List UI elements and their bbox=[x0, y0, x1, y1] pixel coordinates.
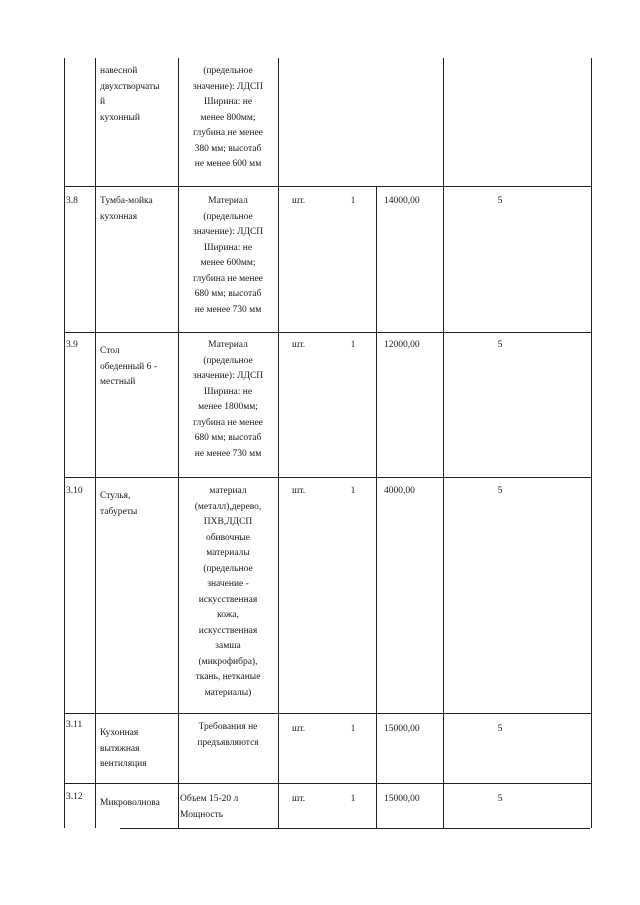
row-number: 3.10 bbox=[66, 486, 83, 496]
row-name: навесной двухстворчаты й кухонный bbox=[100, 66, 160, 123]
column-divider bbox=[443, 58, 444, 828]
row-quantity: 1 bbox=[350, 724, 356, 734]
row-count: 5 bbox=[497, 794, 503, 804]
row-description: (предельное значение): ЛДСП Ширина: не менее 800мм; глубина не менее 380 мм; высотаб не менее 600 мм bbox=[192, 66, 264, 169]
column-divider bbox=[278, 58, 279, 828]
row-number: 3.11 bbox=[66, 720, 83, 730]
row-price: 4000,00 bbox=[384, 486, 415, 496]
column-divider bbox=[376, 186, 377, 828]
row-unit: шт. bbox=[292, 340, 306, 350]
row-divider bbox=[64, 713, 592, 714]
row-quantity: 1 bbox=[350, 340, 356, 350]
row-count: 5 bbox=[497, 196, 503, 206]
table-right-border bbox=[591, 58, 592, 828]
row-name: Стол обеденный 6 - местный bbox=[100, 346, 157, 387]
row-number: 3.12 bbox=[66, 792, 83, 802]
row-unit: шт. bbox=[292, 724, 306, 734]
row-divider bbox=[64, 332, 592, 333]
row-name: Стулья, табуреты bbox=[100, 491, 138, 517]
row-divider bbox=[64, 186, 592, 187]
row-description: материал (металл),дерево, ПХВ,ЛДСП обивочные материалы (предельное значение - искусственная кожа, искусственная замша (микрофибра), ткань, нетканые материалы) bbox=[194, 486, 262, 698]
column-divider bbox=[178, 58, 179, 828]
row-count: 5 bbox=[497, 486, 503, 496]
row-divider bbox=[64, 477, 592, 478]
row-name: Кухонная вытяжная вентиляция bbox=[100, 728, 147, 769]
table-bottom-border bbox=[120, 828, 590, 829]
row-name: Микроволнова bbox=[100, 798, 160, 808]
row-quantity: 1 bbox=[350, 196, 356, 206]
row-description: Материал (предельное значение): ЛДСП Ширина: не менее 1800мм; глубина не менее 680 мм; высотаб не менее 730 мм bbox=[192, 340, 264, 459]
row-divider bbox=[64, 783, 592, 784]
row-description: Объем 15-20 л Мощность bbox=[180, 794, 239, 820]
row-unit: шт. bbox=[292, 486, 306, 496]
row-price: 15000,00 bbox=[384, 794, 420, 804]
row-count: 5 bbox=[497, 724, 503, 734]
row-description: Материал (предельное значение): ЛДСП Ширина: не менее 600мм; глубина не менее 680 мм; высотаб не менее 730 мм bbox=[192, 196, 264, 315]
row-quantity: 1 bbox=[350, 486, 356, 496]
row-number: 3.9 bbox=[66, 340, 78, 350]
row-name: Тумба-мойка кухонная bbox=[100, 196, 153, 222]
row-description: Требования не предъявляются bbox=[197, 722, 259, 748]
row-price: 12000,00 bbox=[384, 340, 420, 350]
row-unit: шт. bbox=[292, 196, 306, 206]
column-divider bbox=[95, 58, 96, 828]
row-price: 15000,00 bbox=[384, 724, 420, 734]
row-quantity: 1 bbox=[350, 794, 356, 804]
row-count: 5 bbox=[497, 340, 503, 350]
row-price: 14000,00 bbox=[384, 196, 420, 206]
table-left-border bbox=[64, 58, 65, 828]
row-unit: шт. bbox=[292, 794, 306, 804]
row-number: 3.8 bbox=[66, 196, 78, 206]
